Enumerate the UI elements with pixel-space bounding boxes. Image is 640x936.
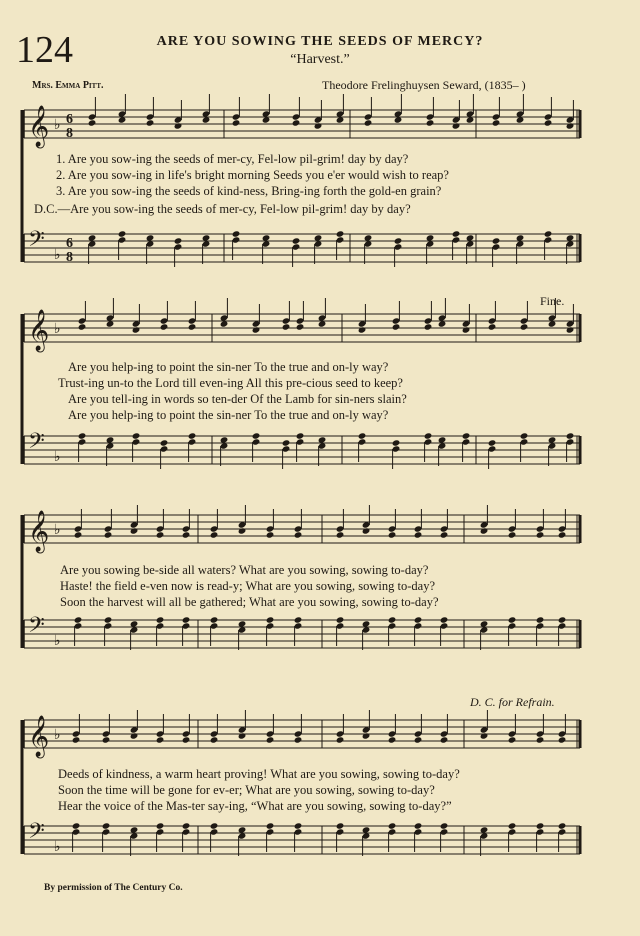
lyric-line: Hear the voice of the Mas-ter say-ing, “What are you sowing, sowing to-day?” <box>58 799 452 813</box>
note-head <box>362 732 371 739</box>
note-head <box>480 732 489 739</box>
note-head <box>282 323 291 330</box>
treble-clef: 𝄞 <box>28 511 50 552</box>
note-head <box>266 736 275 743</box>
note-head <box>104 531 113 538</box>
note-head <box>238 732 247 739</box>
note-head <box>488 439 497 446</box>
note-head <box>160 323 169 330</box>
lyric-line: Soon the time will be gone for ev-er; What are you sowing, sowing to-day? <box>58 783 435 797</box>
note-head <box>314 122 323 129</box>
note-head <box>440 736 449 743</box>
note-head <box>544 119 553 126</box>
note-head <box>388 531 397 538</box>
note-head <box>266 531 275 538</box>
note-head <box>74 531 83 538</box>
note-head <box>104 616 113 623</box>
flat-sign: ♭ <box>54 839 61 855</box>
note-head <box>182 822 191 829</box>
note-head <box>508 736 517 743</box>
note-head <box>488 323 497 330</box>
tune-name: “Harvest.” <box>290 52 350 67</box>
note-head <box>536 822 545 829</box>
lyric-line: 2. Are you sow-ing in life's bright morning Seeds you e'er would wish to reap? <box>56 168 449 182</box>
note-head <box>492 119 501 126</box>
note-head <box>188 432 197 439</box>
note-head <box>294 822 303 829</box>
note-head <box>440 822 449 829</box>
bass-clef: 𝄢 <box>28 227 45 257</box>
note-head <box>174 122 183 129</box>
note-head <box>174 237 183 244</box>
note-head <box>132 432 141 439</box>
note-head <box>536 531 545 538</box>
note-head <box>156 616 165 623</box>
lyric-line: Soon the harvest will all be gathered; What are you sowing, sowing to-day? <box>60 595 439 609</box>
note-head <box>210 736 219 743</box>
note-head <box>440 616 449 623</box>
treble-clef: 𝄞 <box>28 106 50 147</box>
lyric-line: 1. Are you sow-ing the seeds of mer-cy, Fel-low pil-grim! day by day? <box>56 152 409 166</box>
lyric-line: Trust-ing un-to the Lord till even-ing All this pre-cious seed to keep? <box>58 376 403 390</box>
lyric-line: Are you help-ing to point the sin-ner To the true and on-ly way? <box>68 408 389 422</box>
flat-sign: ♭ <box>54 117 61 133</box>
note-head <box>156 736 165 743</box>
lyric-line: Deeds of kindness, a warm heart proving! What are you sowing, sowing to-day? <box>58 767 460 781</box>
note-head <box>130 527 139 534</box>
note-head <box>78 432 87 439</box>
note-head <box>452 122 461 129</box>
flat-sign: ♭ <box>54 247 61 263</box>
note-head <box>292 237 301 244</box>
note-head <box>558 736 567 743</box>
note-head <box>182 531 191 538</box>
note-head <box>146 119 155 126</box>
note-head <box>156 531 165 538</box>
lyric-line: Are you tell-ing in words so ten-der Of the Lamb for sin-ners slain? <box>68 392 407 406</box>
note-head <box>566 122 575 129</box>
note-head <box>238 527 247 534</box>
note-head <box>130 732 139 739</box>
note-head <box>118 230 127 237</box>
note-head <box>536 736 545 743</box>
note-head <box>508 822 517 829</box>
note-head <box>414 822 423 829</box>
note-head <box>252 432 261 439</box>
dc-marking: D. C. for Refrain. <box>470 695 555 709</box>
note-head <box>566 326 575 333</box>
hymn-number: 124 <box>16 29 73 71</box>
note-head <box>480 527 489 534</box>
note-head <box>336 822 345 829</box>
note-head <box>160 439 169 446</box>
treble-clef: 𝄞 <box>28 310 50 351</box>
note-head <box>88 119 97 126</box>
flat-sign: ♭ <box>54 633 61 649</box>
lyric-line: Are you sowing be-side all waters? What are you sowing, sowing to-day? <box>60 563 429 577</box>
note-head <box>232 230 241 237</box>
bass-clef: 𝄢 <box>28 819 45 849</box>
note-head <box>296 432 305 439</box>
treble-clef: 𝄞 <box>28 716 50 757</box>
lyric-line: 3. Are you sow-ing the seeds of kind-ness, Bring-ing forth the gold-en grain? <box>56 184 442 198</box>
note-head <box>282 439 291 446</box>
note-head <box>132 326 141 333</box>
note-head <box>252 326 261 333</box>
note-head <box>452 230 461 237</box>
note-head <box>462 326 471 333</box>
flat-sign: ♭ <box>54 522 61 538</box>
note-head <box>336 531 345 538</box>
note-head <box>520 432 529 439</box>
note-head <box>232 119 241 126</box>
time-signature: 6 <box>66 112 73 127</box>
note-head <box>520 323 529 330</box>
note-head <box>508 616 517 623</box>
note-head <box>388 736 397 743</box>
note-head <box>358 326 367 333</box>
flat-sign: ♭ <box>54 321 61 337</box>
note-head <box>210 531 219 538</box>
note-head <box>536 616 545 623</box>
note-head <box>392 323 401 330</box>
note-head <box>102 736 111 743</box>
note-head <box>508 531 517 538</box>
note-head <box>188 323 197 330</box>
fine-marking: Fine. <box>540 294 565 308</box>
note-head <box>336 230 345 237</box>
note-head <box>426 119 435 126</box>
composer-credit: Theodore Frelinghuysen Seward, (1835– ) <box>322 78 526 92</box>
note-head <box>364 119 373 126</box>
note-head <box>544 230 553 237</box>
permission-footer: By permission of The Century Co. <box>44 883 183 893</box>
note-head <box>558 822 567 829</box>
note-head <box>294 616 303 623</box>
lyricist-credit: Mrs. Emma Pitt. <box>32 80 104 91</box>
note-head <box>414 616 423 623</box>
note-head <box>72 822 81 829</box>
time-signature: 8 <box>66 126 73 141</box>
note-head <box>558 616 567 623</box>
note-head <box>102 822 111 829</box>
lyric-line: D.C.—Are you sow-ing the seeds of mer-cy, Fel-low pil-grim! day by day? <box>34 202 411 216</box>
note-head <box>492 237 501 244</box>
time-signature: 6 <box>66 236 73 251</box>
note-head <box>72 736 81 743</box>
note-head <box>558 531 567 538</box>
bass-clef: 𝄢 <box>28 429 45 459</box>
note-head <box>388 822 397 829</box>
note-head <box>392 439 401 446</box>
hymn-title: ARE YOU SOWING THE SEEDS OF MERCY? <box>156 34 484 49</box>
note-head <box>156 822 165 829</box>
note-head <box>182 736 191 743</box>
flat-sign: ♭ <box>54 449 61 465</box>
note-head <box>210 616 219 623</box>
note-head <box>294 531 303 538</box>
bass-clef: 𝄢 <box>28 613 45 643</box>
note-head <box>362 527 371 534</box>
note-head <box>440 531 449 538</box>
note-head <box>336 616 345 623</box>
lyric-line: Haste! the field e-ven now is read-y; What are you sowing, sowing to-day? <box>60 579 436 593</box>
note-head <box>266 616 275 623</box>
note-head <box>462 432 471 439</box>
time-signature: 8 <box>66 250 73 265</box>
lyric-line: Are you help-ing to point the sin-ner To the true and on-ly way? <box>68 360 389 374</box>
note-head <box>292 119 301 126</box>
note-head <box>358 432 367 439</box>
note-head <box>424 432 433 439</box>
note-head <box>388 616 397 623</box>
note-head <box>296 323 305 330</box>
note-head <box>414 531 423 538</box>
note-head <box>336 736 345 743</box>
note-head <box>78 323 87 330</box>
note-head <box>266 822 275 829</box>
note-head <box>414 736 423 743</box>
note-head <box>294 736 303 743</box>
flat-sign: ♭ <box>54 727 61 743</box>
note-head <box>424 323 433 330</box>
note-head <box>210 822 219 829</box>
note-head <box>182 616 191 623</box>
note-head <box>74 616 83 623</box>
note-head <box>394 237 403 244</box>
note-head <box>566 432 575 439</box>
